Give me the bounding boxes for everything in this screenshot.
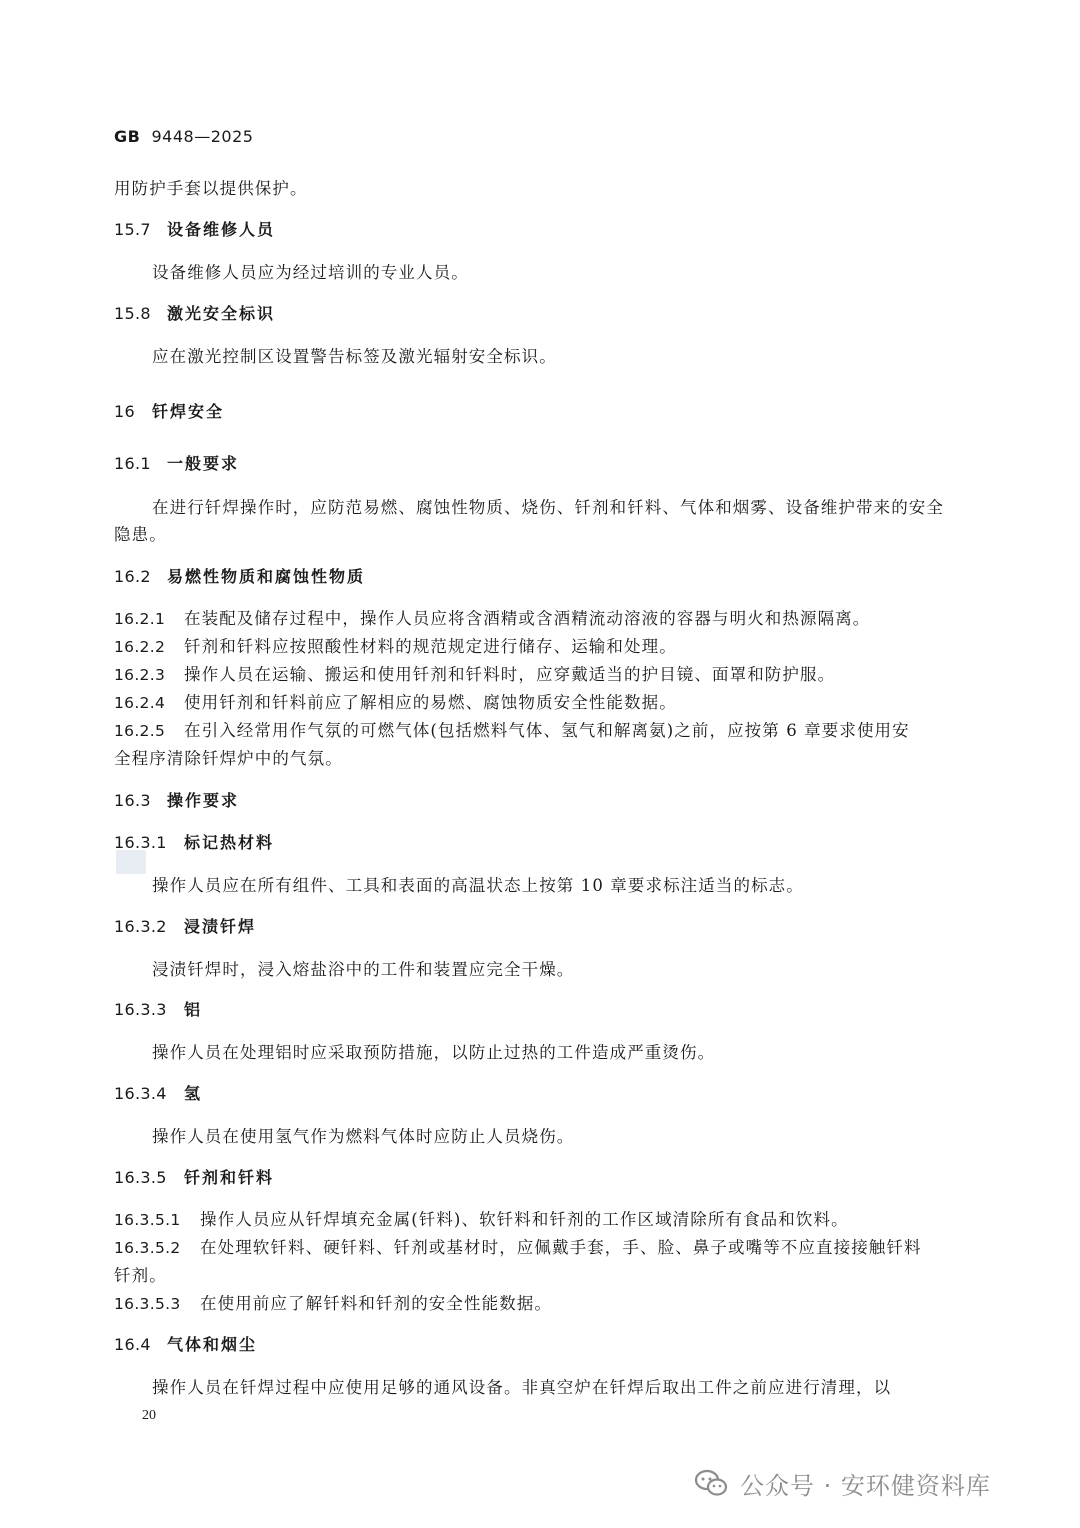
- heading-number: 15.7: [114, 220, 151, 239]
- clause-text: 在引入经常用作气氛的可燃气体(包括燃料气体、氢气和解离氨)之前，应按第 6 章要求使用安: [184, 721, 910, 740]
- clause-16-2-2: [114, 636, 677, 658]
- heading-number: 16.1: [114, 454, 151, 473]
- paragraph-16-3-1: 操作人员应在所有组件、工具和表面的高温状态上按第 10 章要求标注适当的标志。: [152, 876, 804, 895]
- clause-number: 16.2.2: [114, 638, 166, 656]
- heading-title: 设备维修人员: [167, 220, 276, 239]
- heading-15-7: [114, 219, 275, 241]
- heading-number: 16.3.5: [114, 1168, 167, 1187]
- clause-16-2-5: [114, 720, 910, 742]
- chapter-heading-16: [114, 401, 224, 423]
- heading-title: 氢: [184, 1084, 203, 1103]
- heading-16-3: [114, 790, 239, 812]
- heading-16-1: [114, 453, 239, 475]
- heading-16-3-1: [114, 832, 274, 854]
- heading-number: 15.8: [114, 304, 151, 323]
- heading-16-3-3: [114, 999, 202, 1021]
- watermark-text: 公众号 · 安环健资料库: [740, 1471, 991, 1500]
- page-number: 20: [142, 1408, 156, 1423]
- heading-16-4: [114, 1334, 257, 1356]
- clause-16-3-5-2-line-2: 钎剂。: [114, 1266, 167, 1285]
- heading-16-3-4: [114, 1083, 202, 1105]
- standard-number: 9448—2025: [151, 127, 254, 146]
- heading-15-8: [114, 303, 275, 325]
- clause-16-3-5-1: [114, 1209, 849, 1231]
- standard-code: [114, 127, 253, 146]
- heading-title: 钎剂和钎料: [184, 1168, 275, 1187]
- heading-number: 16.3: [114, 791, 151, 810]
- heading-title: 标记热材料: [184, 833, 275, 852]
- heading-16-3-5: [114, 1167, 274, 1189]
- heading-title: 铝: [184, 1000, 203, 1019]
- heading-16-3-2: [114, 916, 256, 938]
- paragraph-16-1-line-1: 在进行钎焊操作时，应防范易燃、腐蚀性物质、烧伤、钎剂和钎料、气体和烟雾、设备维护带来的安全: [152, 498, 944, 517]
- clause-number: 16.2.1: [114, 610, 166, 628]
- clause-number: 16.3.5.3: [114, 1295, 181, 1313]
- clause-16-3-5-3: [114, 1293, 552, 1315]
- standard-prefix: GB: [114, 127, 141, 146]
- heading-title: 激光安全标识: [167, 304, 276, 323]
- clause-text: 在处理软钎料、硬钎料、钎剂或基材时，应佩戴手套，手、脸、鼻子或嘴等不应直接接触钎料: [200, 1238, 922, 1257]
- paragraph-16-1-line-2: 隐患。: [114, 525, 167, 544]
- clause-16-3-5-2: [114, 1237, 922, 1259]
- wechat-watermark: [694, 1463, 991, 1503]
- heading-number: 16.3.1: [114, 833, 167, 852]
- heading-title: 气体和烟尘: [167, 1335, 258, 1354]
- paragraph-16-3-2: 浸渍钎焊时，浸入熔盐浴中的工件和装置应完全干燥。: [152, 960, 575, 979]
- clause-number: 16.2.4: [114, 694, 166, 712]
- clause-text: 在装配及储存过程中，操作人员应将含酒精或含酒精流动溶液的容器与明火和热源隔离。: [184, 609, 871, 628]
- heading-title: 浸渍钎焊: [184, 917, 257, 936]
- clause-16-2-4: [114, 692, 677, 714]
- heading-number: 16: [114, 402, 135, 421]
- clause-number: 16.2.5: [114, 722, 166, 740]
- heading-number: 16.3.4: [114, 1084, 167, 1103]
- heading-number: 16.2: [114, 567, 151, 586]
- heading-number: 16.3.2: [114, 917, 167, 936]
- heading-number: 16.3.3: [114, 1000, 167, 1019]
- clause-number: 16.3.5.2: [114, 1239, 181, 1257]
- heading-title: 操作要求: [167, 791, 240, 810]
- clause-16-2-3: [114, 664, 835, 686]
- clause-text: 使用钎剂和钎料前应了解相应的易燃、腐蚀物质安全性能数据。: [184, 693, 677, 712]
- paragraph-16-3-3: 操作人员在处理铝时应采取预防措施，以防止过热的工件造成严重烫伤。: [152, 1043, 716, 1062]
- clause-16-2-1: [114, 608, 870, 630]
- clause-text: 钎剂和钎料应按照酸性材料的规范规定进行储存、运输和处理。: [184, 637, 677, 656]
- heading-title: 易燃性物质和腐蚀性物质: [167, 567, 366, 586]
- wechat-icon: [694, 1468, 728, 1498]
- heading-title: 钎焊安全: [152, 402, 225, 421]
- clause-number: 16.3.5.1: [114, 1211, 181, 1229]
- heading-number: 16.4: [114, 1335, 151, 1354]
- heading-16-2: [114, 566, 365, 588]
- clause-text: 在使用前应了解钎料和钎剂的安全性能数据。: [200, 1294, 552, 1313]
- paragraph-16-3-4: 操作人员在使用氢气作为燃料气体时应防止人员烧伤。: [152, 1127, 575, 1146]
- heading-title: 一般要求: [167, 454, 240, 473]
- paragraph-15-8: 应在激光控制区设置警告标签及激光辐射安全标识。: [152, 347, 557, 366]
- clause-number: 16.2.3: [114, 666, 166, 684]
- clause-text: 操作人员在运输、搬运和使用钎剂和钎料时，应穿戴适当的护目镜、面罩和防护服。: [184, 665, 836, 684]
- clause-16-2-5-line-2: 全程序清除钎焊炉中的气氛。: [114, 749, 343, 768]
- paragraph-16-4: 操作人员在钎焊过程中应使用足够的通风设备。非真空炉在钎焊后取出工件之前应进行清理，以: [152, 1378, 892, 1397]
- paragraph-15-7: 设备维修人员应为经过培训的专业人员。: [152, 263, 469, 282]
- clause-text: 操作人员应从钎焊填充金属(钎料)、软钎料和钎剂的工作区域清除所有食品和饮料。: [200, 1210, 849, 1229]
- paragraph-continued: 用防护手套以提供保护。: [114, 179, 308, 198]
